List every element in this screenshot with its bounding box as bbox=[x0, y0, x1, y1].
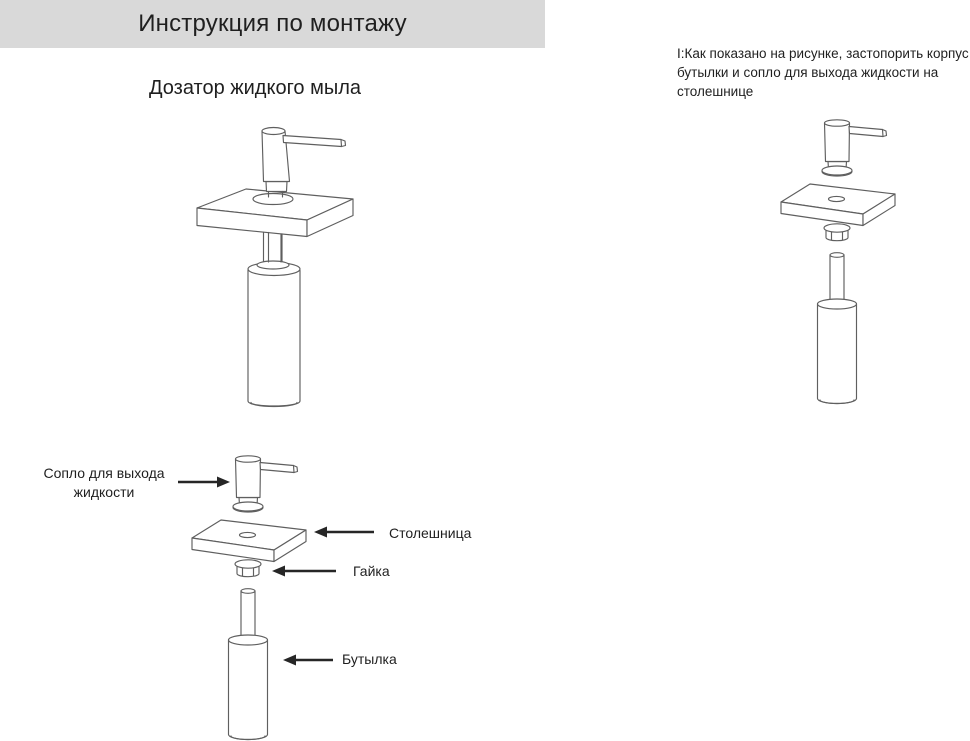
nut-label: Гайка bbox=[353, 563, 390, 579]
step-note: I:Как показано на рисунке, застопорить корпус бутылки и сопло для выхода жидкости на столешнице bbox=[677, 46, 969, 99]
nut-arrow-icon bbox=[271, 564, 337, 578]
title-banner bbox=[0, 0, 545, 48]
exploded-dispenser-drawing-right bbox=[770, 114, 905, 414]
nozzle-label: Сопло для выхода жидкости bbox=[43, 465, 165, 500]
page-title: Инструкция по монтажу bbox=[138, 10, 407, 37]
exploded-dispenser-drawing-left bbox=[181, 450, 316, 741]
product-title: Дозатор жидкого мыла bbox=[148, 77, 362, 99]
countertop-label: Столешница bbox=[389, 525, 472, 541]
bottle-label: Бутылка bbox=[342, 651, 397, 667]
assembled-dispenser-drawing bbox=[182, 110, 367, 410]
countertop-arrow-icon bbox=[313, 525, 375, 539]
nozzle-arrow-icon bbox=[177, 475, 231, 489]
bottle-arrow-icon bbox=[282, 653, 334, 667]
